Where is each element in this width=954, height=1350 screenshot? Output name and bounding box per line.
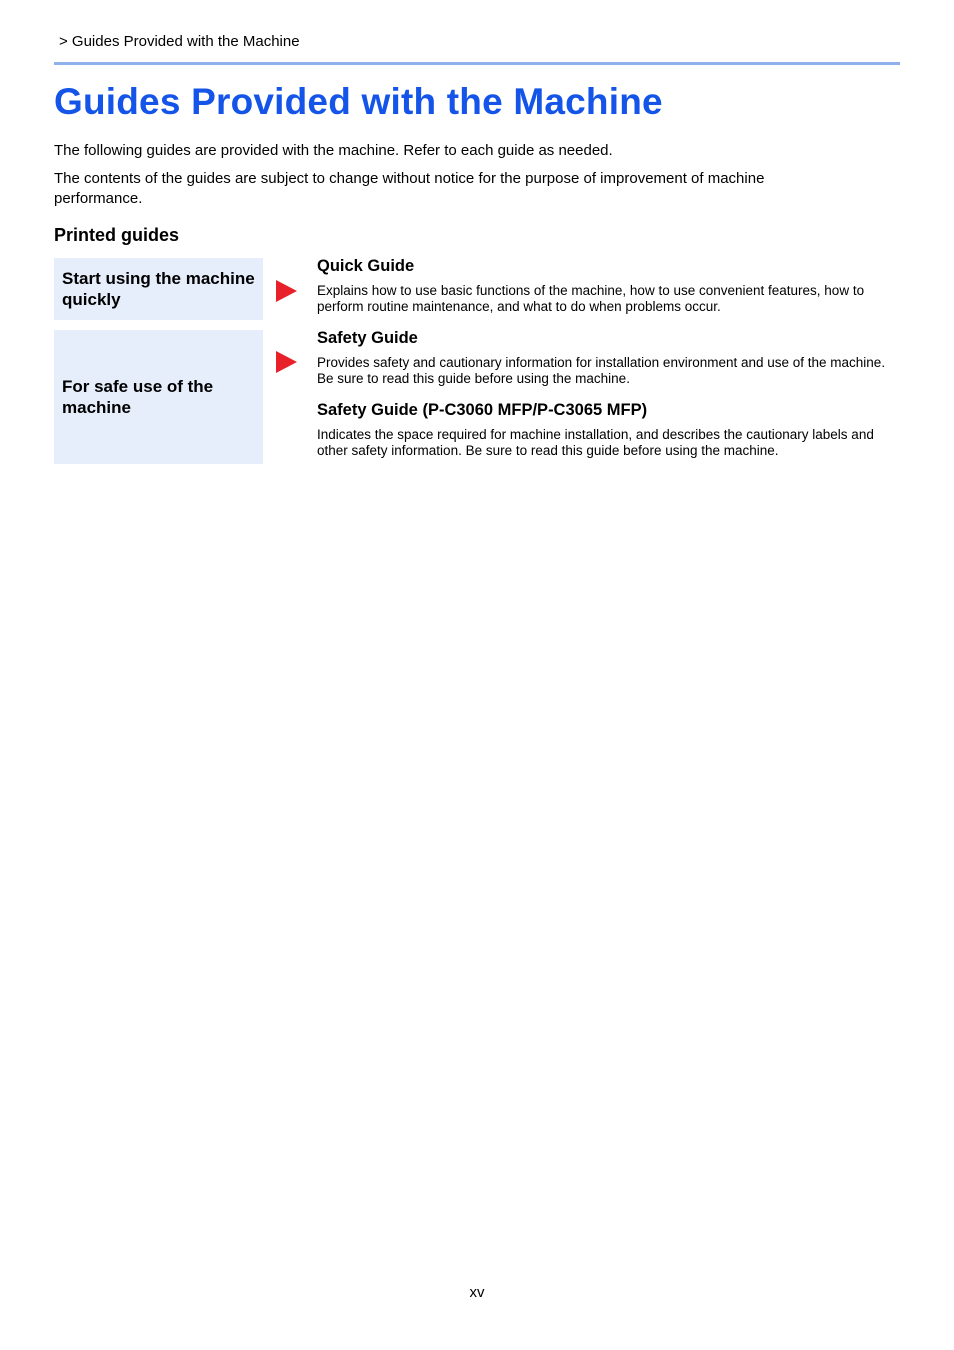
category-start-quickly: [54, 258, 263, 320]
category-label: For safe use of the machine: [62, 377, 214, 417]
guide-title: Safety Guide: [317, 329, 418, 347]
guide-safety-guide-model: [317, 400, 892, 459]
header-divider: [54, 62, 900, 65]
category-safe-use: [54, 330, 263, 464]
guide-title: Quick Guide: [317, 257, 415, 275]
category-label: Start using the machine quickly: [62, 269, 255, 309]
guide-description: Provides safety and cautionary information for installation environment and use of the machine. Be sure to read this guide before using the machine.: [317, 355, 886, 386]
page-title: Guides Provided with the Machine: [54, 81, 663, 122]
intro-paragraph: The following guides are provided with the machine. Refer to each guide as needed.: [54, 142, 613, 159]
arrow-right-icon: [276, 280, 297, 302]
page-number: xv: [469, 1284, 485, 1301]
section-heading: Printed guides: [54, 225, 180, 245]
breadcrumb[interactable]: > Guides Provided with the Machine: [59, 33, 300, 50]
guide-description: Indicates the space required for machine installation, and describes the cautionary labels and other safety information. Be sure to read this guide before using the machine.: [317, 427, 874, 458]
guide-quick-guide: [317, 256, 892, 315]
guide-description: Explains how to use basic functions of the machine, how to use convenient features, how to perform routine maintenance, and what to do when problems occur.: [317, 283, 865, 314]
guide-title: Safety Guide (P-C3060 MFP/P-C3065 MFP): [317, 401, 648, 419]
arrow-right-icon: [276, 351, 297, 373]
intro-paragraph: The contents of the guides are subject to change without notice for the purpose of improvement of machine performance.: [54, 170, 765, 207]
guide-safety-guide: [317, 328, 892, 387]
